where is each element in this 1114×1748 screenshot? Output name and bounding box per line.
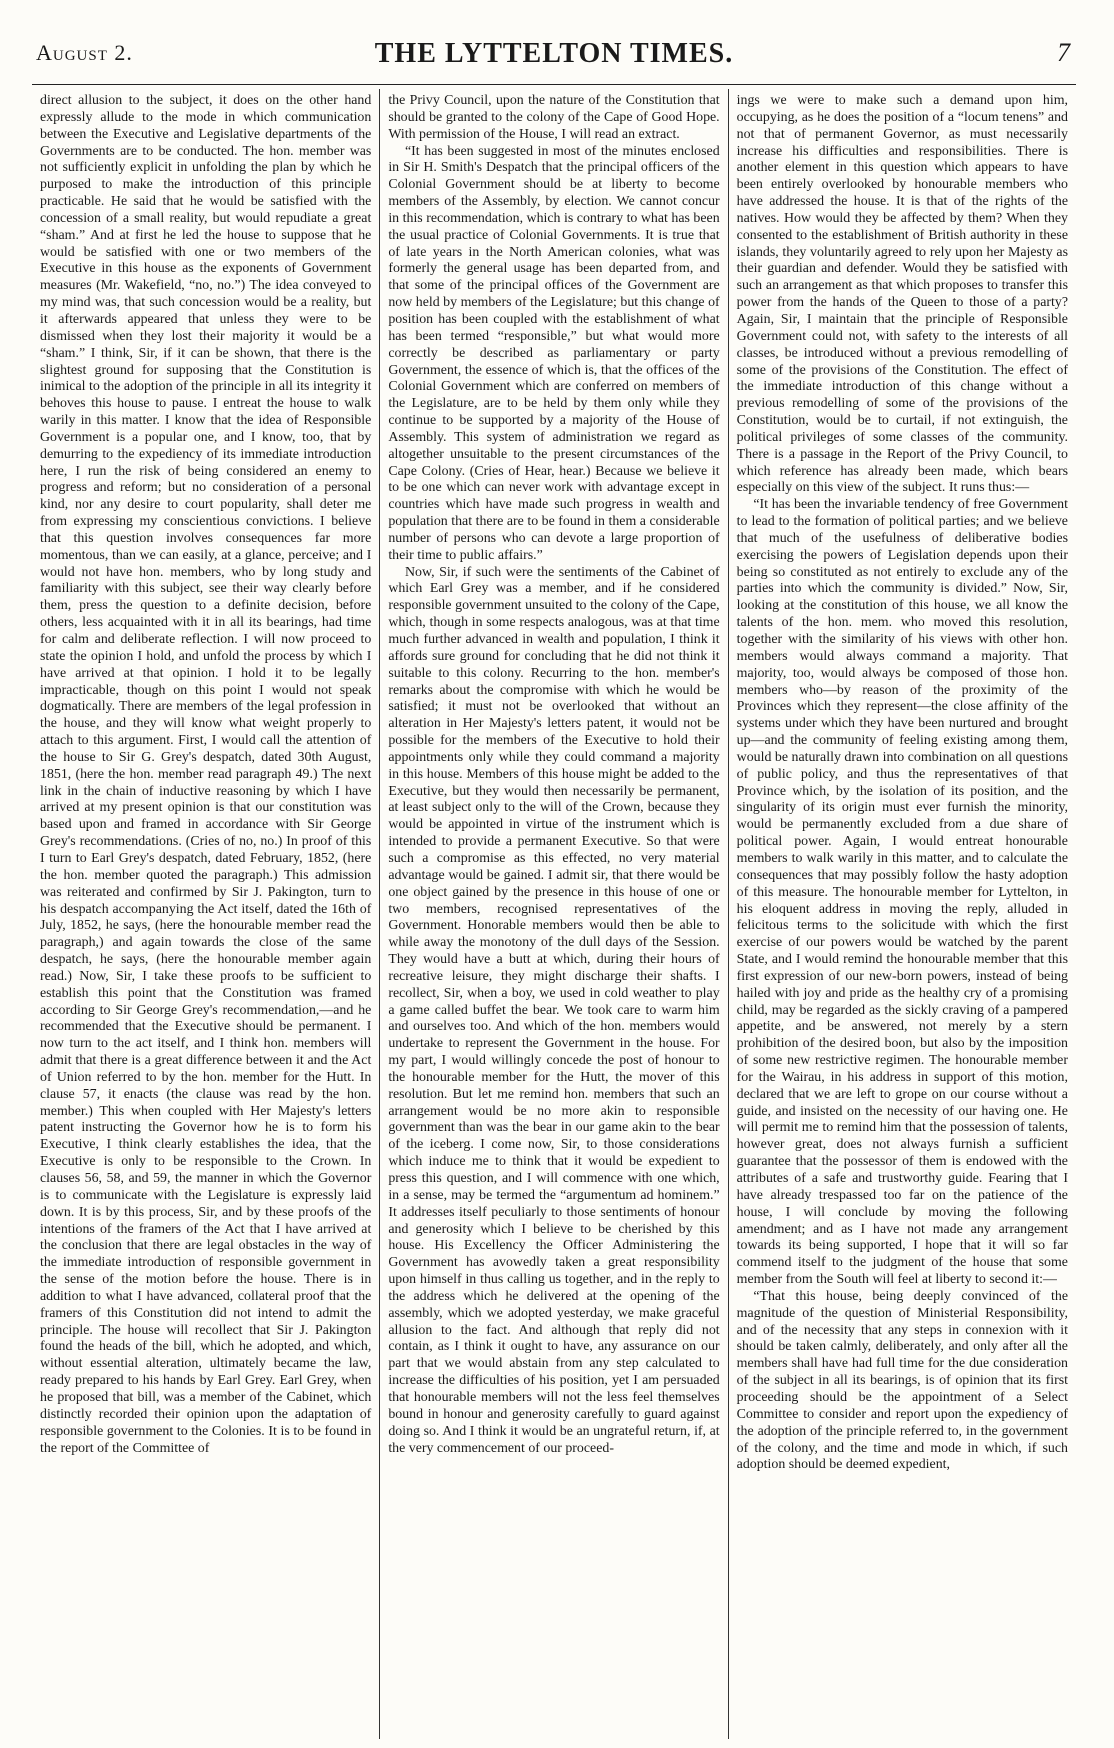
- column-2: [379, 89, 727, 1739]
- newspaper-title: THE LYTTELTON TIMES.: [374, 38, 734, 69]
- page-number: 7: [1057, 38, 1070, 67]
- article-paragraph: “It has been the invariable tendency of free Government to lead to the formation of political parties; and we believe that much of the usefulness of deliberative bodies exercising the powers of Legislation depends upon their being so constituted as not entirely to exclude any of the parties into which the community is divided.” Now, Sir, looking at the constitution of this house, we all know the talents of the hon. mem. who moved this resolution, together with the similarity of his views with other hon. members would always command a majority. That majority, too, would always be composed of those hon. members who—by reason of the proximity of the Provinces which they represent—the close affinity of the systems under which they have been nurtured and brought up—and the community of feeling existing among them, would be naturally drawn into combination on all questions of public policy, and thus the representatives of that Province which, by the isolation of its position, and the singularity of its origin must ever furnish the minority, would be permanently excluded from a due share of political power. Again, I would entreat honourable members to walk warily in this matter, and to calculate the consequences that may possibly follow the hasty adoption of this measure. The honourable member for Lyttelton, in his eloquent address in moving the reply, alluded in felicitous terms to the solicitude with which the first exercise of our powers would be watched by the parent State, and I would remind the honourable member that this first expression of our new-born powers, instead of being hailed with joy and pride as the healthy cry of a promising child, may be regarded as the sickly craving of a pampered appetite, and be answered, not merely by a stern prohibition of the desired boon, but also by the imposition of some new restrictive regimen. The honourable member for the Wairau, in his address in support of this motion, declared that we are left to grope on our course without a guide, and insisted on the necessity of our having one. He will permit me to remind him that the possession of talents, however great, does not always furnish a sufficient guarantee that the possessor of them is endowed with the attributes of a safe and trustworthy guide. Fearing that I have already trespassed too far on the patience of the house, I will conclude by moving the following amendment; and as I have not made any arrangement towards its being supported, I hope that it will so far commend itself to the judgment of the house that some member from the South will feel at liberty to second it:—: [736, 497, 1068, 1288]
- article-paragraph: ings we were to make such a demand upon him, occupying, as he does the position of a “locum tenens” and not that of permanent Governor, as must necessarily increase his difficulties and responsibilities. There is another element in this question which appears to have been entirely overlooked by honourable members who have addressed the house. It is that of the rights of the natives. How would they be affected by them? When they consented to the establishment of British authority in these islands, they voluntarily agreed to rely upon her Majesty as their guardian and defender. Would they be satisfied with such an arrangement as that which proposes to transfer this power from the hands of the Queen to those of a party? Again, Sir, I maintain that the principle of Responsible Government could not, with safety to the interests of all classes, be introduced without a previous remodelling of some of the provisions of the Constitution. The effect of the immediate introduction of this change without a previous remodelling of some of the provisions of the Constitution, would be to curtail, if not extinguish, the political privileges of some classes of the community. There is a passage in the Report of the Privy Council, to which reference has already been made, which bears especially on this view of the subject. It runs thus:—: [736, 93, 1068, 496]
- article-columns: [32, 89, 1076, 1739]
- column-3: [728, 89, 1076, 1739]
- issue-date: August 2.: [36, 40, 133, 65]
- header-rule: [32, 84, 1076, 85]
- article-paragraph: direct allusion to the subject, it does on the other hand expressly allude to the mode in which communication between the Executive and Legislative departments of the Governments are to be conducted. The hon. member was not sufficiently explicit in unfolding the plan by which he purposed to make the introduction of this principle practicable. He said that he would be satisfied with the concession of a small reality, but would repudiate a great “sham.” And at first he led the house to suppose that he would be satisfied with one or two members of the Executive in this house as the exponents of Government measures (Mr. Wakefield, “no, no.”) The idea conveyed to my mind was, that such concession would be a reality, but it afterwards appeared that unless they were to be dismissed when they lost their majority it would be a “sham.” I think, Sir, if it can be shown, that there is the slightest ground for supposing that the Constitution is inimical to the adoption of the principle in all its integrity it behoves this house to pause. I entreat the house to walk warily in this matter. I know that the idea of Responsible Government is a popular one, and I know, too, that by demurring to the expediency of its immediate introduction here, I run the risk of being considered an enemy to progress and reform; but no consideration of a personal kind, nor any desire to court popularity, shall deter me from expressing my conscientious convictions. I believe that this question involves consequences far more momentous, than we can easily, at a glance, perceive; and I would not have hon. members, who by long study and familiarity with this subject, see their way clearly before them, press the question to a definite decision, before others, less acquainted with it in all its bearings, had time for calm and deliberate reflection. I will now proceed to state the opinion I hold, and unfold the process by which I have arrived at that opinion. I hold it to be legally impracticable, though on this point I would not speak dogmatically. There are members of the legal profession in the house, and they will know what weight properly to attach to this argument. First, I would call the attention of the house to Sir G. Grey's despatch, dated 30th August, 1851, (here the hon. member read paragraph 49.) The next link in the chain of inductive reasoning by which I have arrived at my present opinion is that our constitution was based upon and framed in accordance with Sir George Grey's recommendations. (Cries of no, no.) In proof of this I turn to Earl Grey's despatch, dated February, 1852, (here the hon. member quoted the paragraph.) This admission was reiterated and confirmed by Sir J. Pakington, turn to his despatch accompanying the Act itself, dated the 16th of July, 1852, he says, (here the honourable member read the paragraph,) and again towards the close of the same despatch, he says, (here the honourable member again read.) Now, Sir, I take these proofs to be sufficient to establish this point that the Constitution was framed according to Sir George Grey's recommendation,—and he recommended that the Executive should be permanent. I now turn to the act itself, and I think hon. members will admit that there is a great difference between it and the Act of Union referred to by the hon. member for the Hutt. In clause 57, it enacts (the clause was read by the hon. member.) This when coupled with Her Majesty's letters patent instructing the Governor how he is to form his Executive, I think clearly establishes the idea, that the Executive is only to be responsible to the Crown. In clauses 56, 58, and 59, the manner in which the Governor is to communicate with the Legislature is expressly laid down. It is by this process, Sir, and by these proofs of the intentions of the framers of the Act that I have arrived at the conclusion that there are legal obstacles in the way of the immediate introduction of responsible government in the sense of the motion before the house. There is in addition to what I have advanced, collateral proof that the framers of this Constitution did not intend to admit the principle. The house will recollect that Sir J. Pakington found the heads of the bill, which he adopted, and which, without essential alteration, ultimately became the law, ready prepared to his hands by Earl Grey. Earl Grey, when he proposed that bill, was a member of the Cabinet, which distinctly recorded their opinion upon the adaptation of responsible government to the Colonies. It is to be found in the report of the Committee of: [40, 93, 372, 1456]
- column-1: [32, 89, 379, 1739]
- masthead: [32, 36, 1076, 82]
- article-paragraph: “It has been suggested in most of the minutes enclosed in Sir H. Smith's Despatch that the principal officers of the Colonial Government should be at liberty to become members of the Assembly, by election. We cannot concur in this recommendation, which is contrary to what has been the usual practice of Colonial Governments. It is true that of late years in the North American colonies, what was formerly the general usage has been departed from, and that some of the principal offices of the Government are now held by members of the Legislature; but this change of position has been coupled with the establishment of what has been termed “responsible,” but what would more correctly be described as parliamentary or party Government, the essence of which is, that the offices of the Colonial Government which are conferred on members of the Legislature, are to be held by them only while they continue to be supported by a majority of the House of Assembly. This system of administration we regard as altogether unsuitable to the present circumstances of the Cape Colony. (Cries of Hear, hear.) Because we believe it to be one which can never work with advantage except in countries which have made such progress in wealth and population that there are to be found in them a considerable number of persons who can devote a large proportion of their time to public affairs.”: [388, 143, 720, 563]
- article-paragraph: “That this house, being deeply convinced of the magnitude of the question of Ministerial Responsibility, and of the necessity that any steps in connexion with it should be taken calmly, deliberately, and only after all the members shall have had full time for the due consideration of the subject in all its bearings, is of opinion that its first proceeding should be the appointment of a Select Committee to consider and report upon the expediency of the adoption of the principle referred to, in the government of the colony, and the time and mode in which, if such adoption should be deemed expedient,: [736, 1288, 1068, 1473]
- article-paragraph: Now, Sir, if such were the sentiments of the Cabinet of which Earl Grey was a member, and if he considered responsible government unsuited to the colony of the Cape, which, though in some respects analogous, was at that time much further advanced in wealth and population, I think it affords sure ground for concluding that he did not think it suitable to this colony. Recurring to the hon. member's remarks about the compromise with which he would be satisfied; it must not be overlooked that without an alteration in Her Majesty's letters patent, it would not be possible for the members of the Executive to hold their appointments only while they could command a majority in this house. Members of this house might be added to the Executive, but they would then necessarily be permanent, at least subject only to the will of the Crown, because they would be appointed in virtue of the instrument which is intended to provide a permanent Executive. So that were such a compromise as this effected, no very material advantage would be gained. I admit sir, that there would be one object gained by the presence in this house of one or two members, recognised representatives of the Government. Honorable members would then be able to while away the monotony of the dull days of the Session. They would have a butt at which, during their hours of recreative leisure, they might discharge their shafts. I recollect, Sir, when a boy, we used in cold weather to play a game called buffet the bear. We took care to warm him and ourselves too. And which of the hon. members would undertake to represent the Government in the house. For my part, I would willingly concede the post of honour to the honourable member for the Hutt, the mover of this resolution. But let me remind hon. members that such an arrangement would be no more akin to responsible government than was the bear in our game akin to the bear of the iceberg. I come now, Sir, to those considerations which induce me to think that it would be expedient to press this question, and I will commence with one which, in a sense, may be termed the “argumentum ad hominem.” It addresses itself peculiarly to those sentiments of honour and generosity which I believe to be cherished by this house. His Excellency the Officer Administering the Government has avowedly taken a great responsibility upon himself in thus calling us together, and in the reply to the address which he delivered at the opening of the assembly, which we adopted yesterday, we make graceful allusion to the fact. And although that reply did not contain, as I think it ought to have, any assurance on our part that we would abstain from any step calculated to increase the difficulties of his position, yet I am persuaded that honourable members will not the less feel themselves bound in honour and generosity carefully to guard against doing so. And I think it would be an ungrateful return, if, at the very commencement of our proceed-: [388, 564, 720, 1456]
- article-paragraph: the Privy Council, upon the nature of the Constitution that should be granted to the colony of the Cape of Good Hope. With permission of the House, I will read an extract.: [388, 93, 720, 142]
